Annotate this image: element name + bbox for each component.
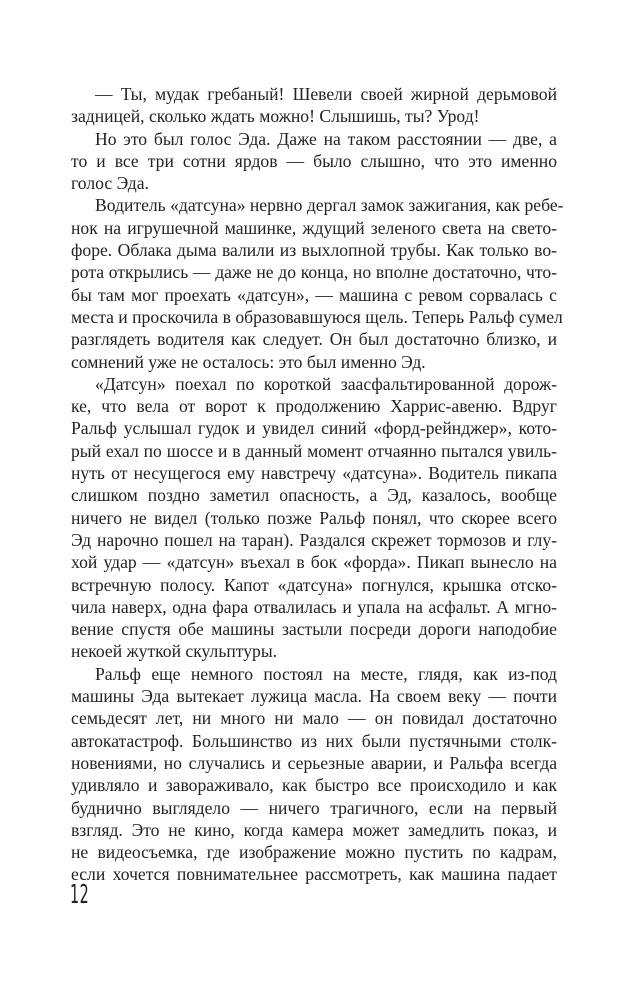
text-line: вение спустя обе машины застыли посреди дороги наподобие — [71, 619, 557, 640]
text-line: слишком поздно заметил опасность, а Эд, казалось, вообще — [71, 485, 557, 506]
text-line: встречную полосу. Капот «датсуна» погнулся, крышка отско- — [71, 574, 557, 595]
text-line: голос Эда. — [71, 173, 149, 194]
text-line: Ральф услышал гудок и увидел синий «форд-рейнджер», кото- — [71, 418, 557, 439]
text-line: «Датсун» поехал по короткой заасфальтированной дорож- — [95, 373, 557, 394]
text-line: чила наверх, одна фара отвалилась и упала на асфальт. А мгно- — [71, 596, 557, 617]
book-page-text — [71, 83, 564, 886]
text-line: — Ты, мудак гребаный! Шевели своей жирной дерьмовой — [95, 84, 557, 104]
text-line: места и проскочила в образовавшуюся щель. Теперь Ральф сумел — [71, 306, 563, 327]
paragraph — [71, 373, 557, 663]
text-line: Ральф еще немного постоял на месте, глядя, как из-под — [95, 663, 557, 684]
text-line: сомнений уже не осталось: это был именно Эд. — [71, 351, 426, 372]
text-line: хой удар — «датсун» въехал в бок «форда». Пикап вынесло на — [71, 552, 557, 573]
text-line: взгляд. Это не кино, когда камера может замедлить показ, и — [71, 819, 557, 840]
text-line: Водитель «датсуна» нервно дергал замок зажигания, как ребе- — [95, 195, 564, 216]
text-line: ничего не видел (только позже Ральф понял, что скорее всего — [71, 507, 557, 528]
text-line: новениями, но случались и серьезные аварии, и Ральфа всегда — [71, 752, 557, 773]
text-line: рота открылись — даже не до конца, но вполне достаточно, что- — [71, 262, 557, 283]
text-line: некоей жуткой скульптуры. — [71, 641, 278, 662]
text-line: рый ехал по шоссе и в данный момент отчаянно пытался увиль- — [71, 440, 557, 461]
paragraph — [71, 663, 557, 886]
paragraph — [71, 83, 557, 128]
page-number: 12 — [70, 880, 90, 910]
text-line: форе. Облака дыма валили из выхлопной трубы. Как только во- — [71, 240, 557, 261]
text-line: машины Эда вытекает лужица масла. На своем веку — почти — [71, 686, 557, 707]
text-line: ке, что вела от ворот к продолжению Харрис-авеню. Вдруг — [71, 396, 557, 417]
text-line: бы там мог проехать «датсун», — машина с ревом сорвалась с — [71, 284, 557, 305]
text-line: удивляло и завораживало, как быстро все происходило и как — [71, 775, 557, 796]
text-line: Но это был голос Эда. Даже на таком расстоянии — две, а — [95, 128, 557, 149]
text-line: нок на игрушечной машинке, ждущий зеленого света на свето- — [71, 217, 557, 238]
text-line: нуть от несущегося ему навстречу «датсуна». Водитель пикапа — [71, 463, 557, 484]
paragraph — [71, 128, 557, 195]
text-line: то и все три сотни ярдов — было слышно, что это именно — [71, 150, 557, 171]
paragraph — [71, 194, 564, 372]
text-line: задницей, сколько ждать можно! Слышишь, ты? Урод! — [71, 106, 480, 127]
text-line: разглядеть водителя как следует. Он был достаточно близко, и — [71, 329, 557, 350]
text-line: Эд нарочно пошел на таран). Раздался скрежет тормозов и глу- — [71, 529, 557, 550]
text-line: семьдесят лет, ни много ни мало — он повидал достаточно — [71, 708, 557, 729]
text-line: если хочется повнимательнее рассмотреть, как машина падает — [71, 864, 557, 885]
text-line: автокатастроф. Большинство из них были пустячными столк- — [71, 730, 557, 751]
text-line: не видеосъемка, где изображение можно пустить по кадрам, — [71, 842, 557, 863]
text-line: буднично выглядело — ничего трагичного, если на первый — [71, 797, 557, 818]
